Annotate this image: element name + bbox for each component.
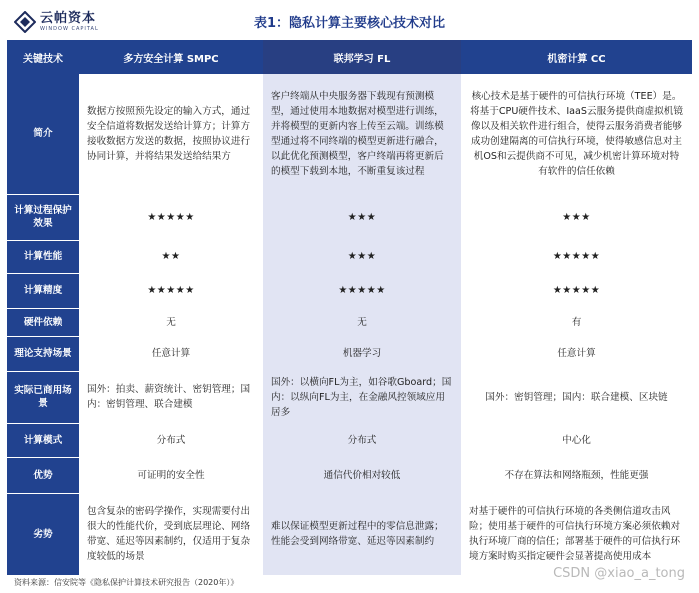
cell-fl-advantage: 通信代价相对较低: [263, 457, 461, 493]
table-row: [7, 423, 692, 457]
table-row: [7, 493, 692, 575]
cell-cc-hardware: 有: [571, 316, 582, 328]
cell-cc-commercial-scenario: 国外：密钥管理；国内：联合建模、区块链: [485, 391, 668, 403]
cell-fl-compute-mode: 分布式: [263, 423, 461, 457]
cell-cc-compute-mode: 中心化: [562, 434, 591, 446]
cell-cc-intro: 核心技术是基于硬件的可信执行环境（TEE）是。将基于CPU硬件技术、IaaS云服务提供商虚拟机镜像以及相关软件进行组合，使得云服务消费者能够成功创建隔离的可信执行环境，使得敏感信息对主机OS和云提供商不可见，减少机密计算环境对特有软件的信任依赖: [470, 91, 683, 177]
cell-smpc-hardware: 无: [166, 316, 176, 328]
header-key-tech: 关键技术: [7, 40, 79, 74]
row-label-theory-scenario: 理论支持场景: [7, 336, 79, 371]
table-row: [7, 194, 692, 240]
table-row: [7, 74, 692, 194]
row-label-advantage: 优势: [7, 457, 79, 493]
comparison-table: [7, 40, 692, 576]
table-row: [7, 371, 692, 423]
cell-fl-precision-stars: ★★★★★: [263, 273, 461, 308]
source-note: 资料来源：信安院等《隐私保护计算技术研究报告（2020年）》: [14, 578, 239, 587]
row-label-disadvantage: 劣势: [7, 493, 79, 575]
cell-fl-performance-stars: ★★★: [263, 240, 461, 273]
cell-smpc-compute-mode: 分布式: [156, 434, 186, 446]
logo-text-en: WINDOW CAPITAL: [40, 26, 99, 32]
page-title: 表1：隐私计算主要核心技术对比: [253, 16, 446, 31]
table-row: [7, 273, 692, 308]
cell-cc-theory-scenario: 任意计算: [557, 348, 596, 359]
cell-cc-protection-stars: ★★★: [562, 211, 591, 223]
table-row: [7, 336, 692, 371]
row-label-protection: 计算过程保护效果: [7, 194, 79, 240]
cell-fl-commercial-scenario: 国外：以横向FL为主，如谷歌Gboard；国内：以纵向FL为主，在金融风控领域应用居多: [263, 371, 461, 423]
cell-cc-precision-stars: ★★★★★: [552, 285, 601, 296]
row-label-intro: 简介: [7, 74, 79, 194]
cell-fl-disadvantage: 难以保证模型更新过程中的零信息泄露；性能会受到网络带宽、延迟等因素制约: [263, 493, 461, 575]
cell-smpc-precision-stars: ★★★★★: [147, 285, 195, 296]
cell-smpc-performance-stars: ★★: [161, 251, 181, 262]
cell-fl-theory-scenario: 机器学习: [263, 336, 461, 371]
row-label-precision: 计算精度: [7, 273, 79, 308]
table-row: [7, 308, 692, 336]
table-header-row: [7, 40, 692, 74]
row-label-hardware: 硬件依赖: [7, 308, 79, 336]
row-label-commercial-scenario: 实际已商用场景: [7, 371, 79, 423]
header-fl: 联邦学习 FL: [263, 40, 461, 74]
cell-fl-protection-stars: ★★★: [263, 194, 461, 240]
row-label-performance: 计算性能: [7, 240, 79, 273]
header-cc: 机密计算 CC: [461, 40, 692, 74]
cell-smpc-intro: 数据方按照预先设定的输入方式，通过安全信道将数据发送给计算方；计算方接收数据方发送的数据，按照协议进行协同计算，并将结果发送给结果方: [87, 106, 251, 162]
cell-smpc-theory-scenario: 任意计算: [151, 348, 191, 359]
table-row: [7, 240, 692, 273]
cell-smpc-commercial-scenario: 国外：拍卖、薪资统计、密钥管理；国内：密钥管理、联合建模: [87, 384, 251, 410]
logo-text-cn: 云帕资本: [40, 11, 97, 26]
cell-fl-intro: 客户终端从中央服务器下载现有预测模型，通过使用本地数据对模型进行训练，并将模型的更新内容上传至云端。训练模型通过将不同终端的模型更新进行融合，以此优化预测模型，客户终端再将更新后的模型下载到本地，不断重复该过程: [263, 74, 461, 194]
header-smpc: 多方安全计算 SMPC: [79, 40, 263, 74]
cell-smpc-disadvantage: 包含复杂的密码学操作，实现需要付出很大的性能代价，受到底层理论、网络带宽、延迟等因素制约，仅适用于复杂度较低的场景: [87, 506, 251, 562]
cell-cc-performance-stars: ★★★★★: [552, 251, 601, 262]
watermark: CSDN @xiao_a_tong: [553, 566, 685, 581]
cell-cc-advantage: 不存在算法和网络瓶颈，性能更强: [504, 469, 649, 481]
table-row: [7, 457, 692, 493]
row-label-compute-mode: 计算模式: [7, 423, 79, 457]
cell-fl-hardware: 无: [263, 308, 461, 336]
cell-smpc-protection-stars: ★★★★★: [147, 211, 195, 223]
cell-smpc-advantage: 可证明的安全性: [137, 469, 205, 481]
cell-cc-disadvantage: 对基于硬件的可信执行环境的各类侧信道攻击风险；使用基于硬件的可信执行环境方案必须依赖对执行环境厂商的信任；部署基于硬件的可信执行环境方案时购买指定硬件会显著提高使用成本: [469, 506, 681, 562]
